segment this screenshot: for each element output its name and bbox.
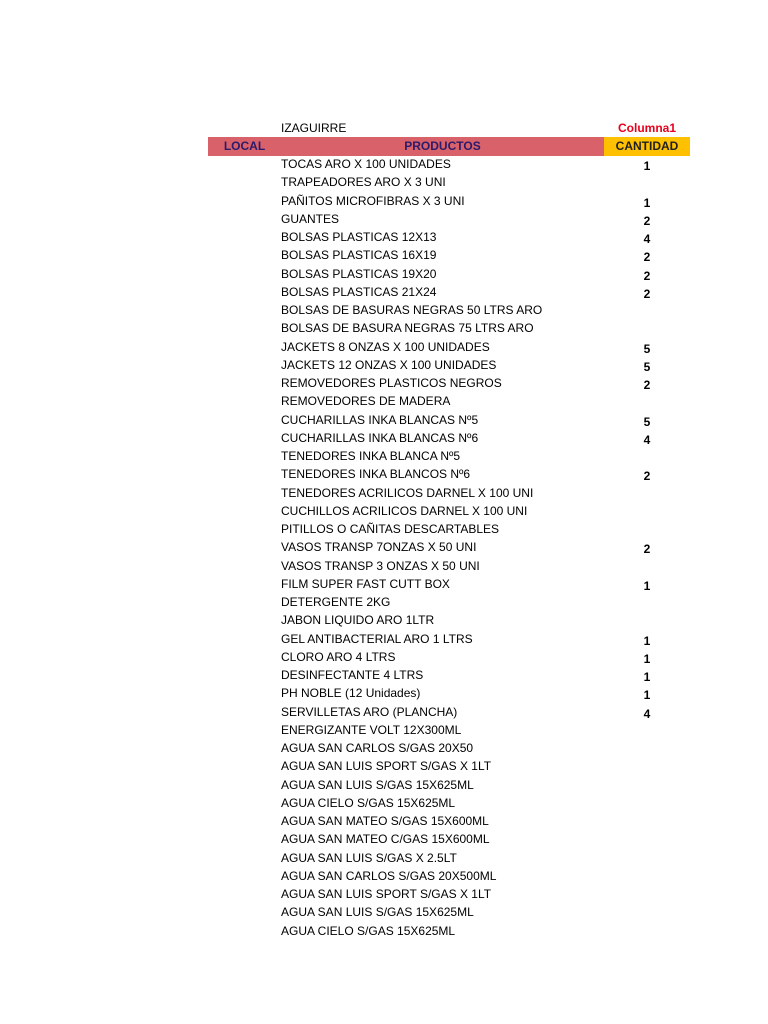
product-cell[interactable]: GEL ANTIBACTERIAL ARO 1 LTRS <box>281 631 473 646</box>
table-row <box>208 758 690 776</box>
table-row <box>208 302 690 320</box>
table-row <box>208 485 690 503</box>
table-row <box>208 539 690 557</box>
product-cell[interactable]: CUCHARILLAS INKA BLANCAS Nº5 <box>281 412 479 427</box>
table-row <box>208 704 690 722</box>
store-name: IZAGUIRRE <box>281 121 347 135</box>
product-cell[interactable]: DETERGENTE 2KG <box>281 595 391 609</box>
quantity-cell[interactable]: 2 <box>643 378 651 392</box>
spreadsheet <box>208 119 690 941</box>
table-row <box>208 156 690 174</box>
product-cell[interactable]: AGUA SAN LUIS S/GAS X 2.5LT <box>281 850 457 865</box>
table-row <box>208 266 690 284</box>
table-row <box>208 886 690 904</box>
product-cell[interactable]: AGUA SAN LUIS S/GAS 15X625ML <box>281 777 474 792</box>
quantity-cell[interactable]: 2 <box>643 286 651 301</box>
quantity-cell[interactable]: 4 <box>643 232 651 246</box>
product-cell[interactable]: AGUA CIELO S/GAS 15X625ML <box>281 923 456 938</box>
table-row <box>208 795 690 813</box>
product-cell[interactable]: BOLSAS DE BASURA NEGRAS 75 LTRS ARO <box>281 321 534 336</box>
product-cell[interactable]: REMOVEDORES DE MADERA <box>281 394 451 409</box>
table-row <box>208 393 690 411</box>
product-cell[interactable]: REMOVEDORES PLASTICOS NEGROS <box>281 376 502 390</box>
table-row <box>208 320 690 338</box>
table-row <box>208 229 690 247</box>
quantity-cell[interactable]: 2 <box>643 268 651 283</box>
table-row <box>208 904 690 922</box>
product-cell[interactable]: JACKETS 12 ONZAS X 100 UNIDADES <box>281 357 497 372</box>
product-cell[interactable]: TENEDORES INKA BLANCA Nº5 <box>281 449 461 463</box>
table-row <box>208 448 690 466</box>
quantity-cell[interactable]: 1 <box>643 688 651 703</box>
product-cell[interactable]: VASOS TRANSP 3 ONZAS X 50 UNI <box>281 558 480 573</box>
table-row <box>208 430 690 448</box>
table-row <box>208 631 690 649</box>
table-row <box>208 339 690 357</box>
table-row <box>208 284 690 302</box>
table-row <box>208 594 690 612</box>
table-row <box>208 193 690 211</box>
table-row <box>208 777 690 795</box>
header-local[interactable]: LOCAL <box>208 137 281 156</box>
product-cell[interactable]: JACKETS 8 ONZAS X 100 UNIDADES <box>281 339 490 354</box>
extra-column-label: Columna1 <box>617 121 676 135</box>
table-row <box>208 576 690 594</box>
product-cell[interactable]: BOLSAS PLASTICAS 19X20 <box>281 266 437 281</box>
quantity-cell[interactable]: 5 <box>643 359 651 374</box>
quantity-cell[interactable]: 1 <box>643 195 651 210</box>
header-products[interactable]: PRODUCTOS <box>281 137 604 156</box>
product-cell[interactable]: CUCHARILLAS INKA BLANCAS Nº6 <box>281 430 479 445</box>
table-row <box>208 174 690 192</box>
quantity-cell[interactable]: 4 <box>643 706 651 721</box>
product-cell[interactable]: BOLSAS PLASTICAS 12X13 <box>281 230 437 244</box>
table-row <box>208 923 690 941</box>
table-row <box>208 667 690 685</box>
product-cell[interactable]: BOLSAS DE BASURAS NEGRAS 50 LTRS ARO <box>281 303 543 317</box>
quantity-cell[interactable]: 4 <box>643 432 651 447</box>
product-cell[interactable]: JABON LIQUIDO ARO 1LTR <box>281 613 435 628</box>
table-row <box>208 813 690 831</box>
product-cell[interactable]: CUCHILLOS ACRILICOS DARNEL X 100 UNI <box>281 503 528 518</box>
product-cell[interactable]: TENEDORES INKA BLANCOS Nº6 <box>281 467 471 482</box>
table-row <box>208 558 690 576</box>
product-cell[interactable]: TENEDORES ACRILICOS DARNEL X 100 UNI <box>281 485 534 500</box>
table-row <box>208 211 690 229</box>
table-row <box>208 521 690 539</box>
product-cell[interactable]: PH NOBLE (12 Unidades) <box>281 686 421 701</box>
product-cell[interactable]: BOLSAS PLASTICAS 16X19 <box>281 248 437 263</box>
product-cell[interactable]: TOCAS ARO X 100 UNIDADES <box>281 157 451 171</box>
product-cell[interactable]: PITILLOS O CAÑITAS DESCARTABLES <box>281 522 500 536</box>
quantity-cell[interactable]: 1 <box>643 670 651 684</box>
product-cell[interactable]: SERVILLETAS ARO (PLANCHA) <box>281 704 458 719</box>
table-row <box>208 685 690 703</box>
product-cell[interactable]: ENERGIZANTE VOLT 12X300ML <box>281 722 462 737</box>
table-row <box>208 612 690 630</box>
table-row <box>208 649 690 667</box>
quantity-cell[interactable]: 2 <box>643 542 651 557</box>
product-cell[interactable]: CLORO ARO 4 LTRS <box>281 649 396 664</box>
quantity-cell[interactable]: 2 <box>643 250 651 265</box>
product-cell[interactable]: AGUA SAN CARLOS S/GAS 20X500ML <box>281 868 497 883</box>
product-cell[interactable]: AGUA SAN MATEO C/GAS 15X600ML <box>281 832 490 847</box>
product-cell[interactable]: VASOS TRANSP 7ONZAS X 50 UNI <box>281 540 477 555</box>
table-row <box>208 466 690 484</box>
table-row <box>208 850 690 868</box>
quantity-cell[interactable]: 1 <box>643 578 651 593</box>
product-cell[interactable]: PAÑITOS MICROFIBRAS X 3 UNI <box>281 193 465 208</box>
table-row <box>208 357 690 375</box>
table-row <box>208 868 690 886</box>
quantity-cell[interactable]: 1 <box>643 633 651 648</box>
table-row <box>208 247 690 265</box>
product-cell[interactable]: AGUA SAN CARLOS S/GAS 20X50 <box>281 741 474 755</box>
product-cell[interactable]: DESINFECTANTE 4 LTRS <box>281 668 424 682</box>
product-cell[interactable]: AGUA SAN MATEO S/GAS 15X600ML <box>281 814 489 828</box>
product-cell[interactable]: AGUA SAN LUIS SPORT S/GAS X 1LT <box>281 887 492 901</box>
quantity-cell[interactable]: 1 <box>643 651 651 666</box>
quantity-cell[interactable]: 1 <box>643 159 651 173</box>
quantity-cell[interactable]: 2 <box>643 469 651 484</box>
table-row <box>208 722 690 740</box>
table-row <box>208 375 690 393</box>
table-header <box>208 137 690 156</box>
table-row <box>208 412 690 430</box>
quantity-cell[interactable]: 5 <box>643 341 651 356</box>
header-quantity[interactable]: CANTIDAD <box>604 137 690 156</box>
product-cell[interactable]: AGUA SAN LUIS S/GAS 15X625ML <box>281 905 474 920</box>
product-cell[interactable]: BOLSAS PLASTICAS 21X24 <box>281 284 437 299</box>
quantity-cell[interactable]: 5 <box>643 414 651 429</box>
product-cell[interactable]: TRAPEADORES ARO X 3 UNI <box>281 175 446 190</box>
title-row <box>208 119 690 137</box>
product-cell[interactable]: GUANTES <box>281 211 340 226</box>
product-cell[interactable]: AGUA CIELO S/GAS 15X625ML <box>281 795 456 810</box>
table-row <box>208 740 690 758</box>
table-row <box>208 503 690 521</box>
table-row <box>208 831 690 849</box>
product-cell[interactable]: AGUA SAN LUIS SPORT S/GAS X 1LT <box>281 759 492 774</box>
quantity-cell[interactable]: 2 <box>643 213 651 228</box>
table-body <box>208 156 690 941</box>
product-cell[interactable]: FILM SUPER FAST CUTT BOX <box>281 576 450 591</box>
